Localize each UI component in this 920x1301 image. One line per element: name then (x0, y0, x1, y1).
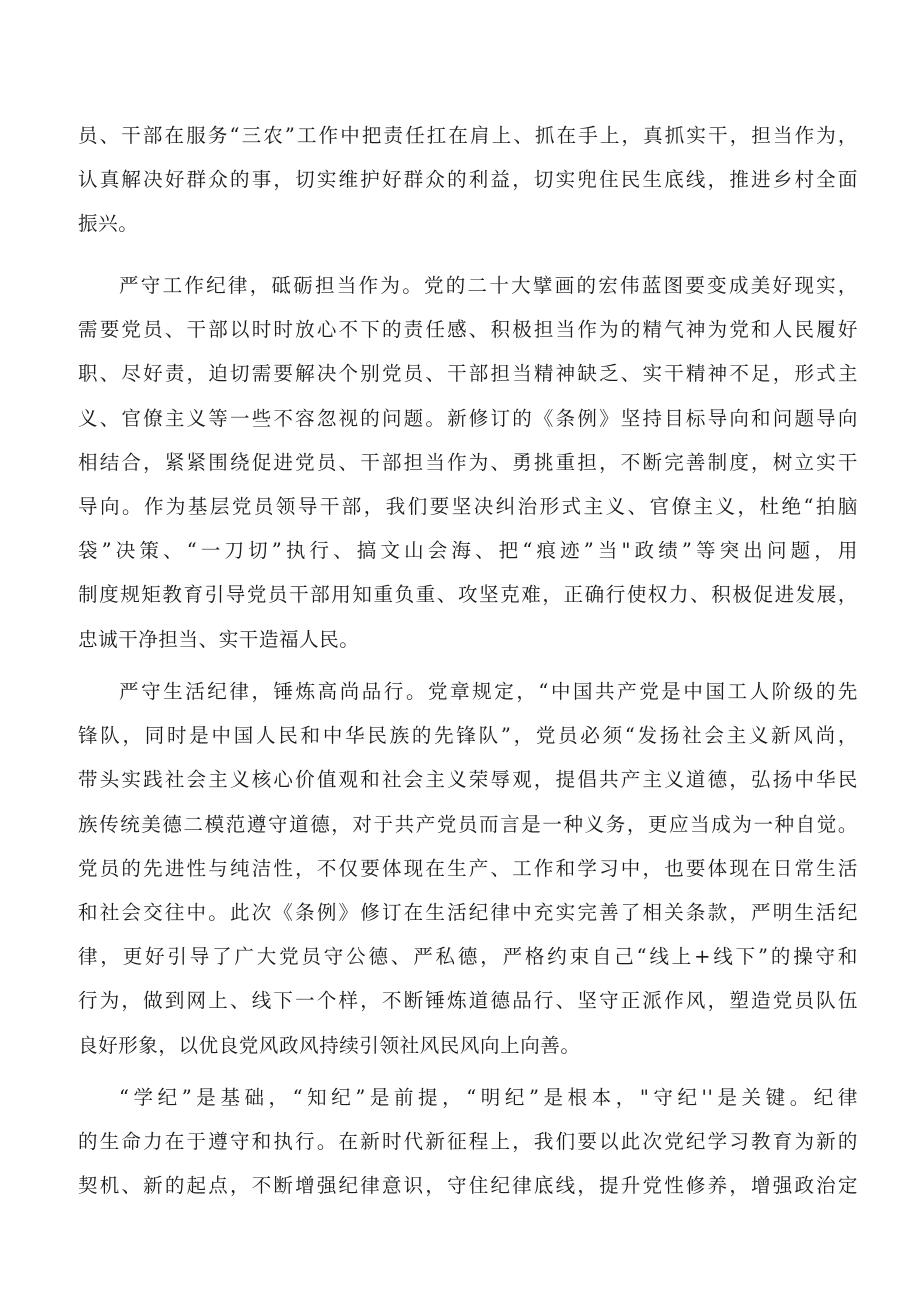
text-line: 契机、新的起点，不断增强纪律意识，守住纪律底线，提升党性修养，增强政治定 (78, 1174, 858, 1198)
text-line: 锋队，同时是中国人民和中华民族的先锋队”，党员必须“发扬社会主义新风尚， (78, 724, 858, 748)
text-line: 严守生活纪律，锤炼高尚品行。党章规定，“中国共产党是中国工人阶级的先 (119, 680, 858, 703)
text-line: 党员的先进性与纯洁性，不仅要体现在生产、工作和学习中，也要体现在日常生活 (78, 856, 858, 880)
text-line: 忠诚干净担当、实干造福人民。 (78, 627, 360, 651)
paragraph-2 (78, 264, 858, 662)
paragraph-1 (78, 114, 858, 247)
text-line: 袋”决策、“一刀切”执行、搞文山会海、把“痕迹”当"政绩”等突出问题，用 (78, 539, 858, 563)
text-line: 良好形象，以优良党风政风持续引领社风民风向上向善。 (78, 1033, 581, 1057)
text-line: 严守工作纪律，砥砺担当作为。党的二十大擘画的宏伟蓝图要变成美好现实， (119, 274, 858, 297)
text-line: 认真解决好群众的事，切实维护好群众的利益，切实兜住民生底线，推进乡村全面 (78, 168, 858, 192)
paragraph-4 (78, 1076, 858, 1209)
text-line: 相结合，紧紧围绕促进党员、干部担当作为、勇挑重担，不断完善制度，树立实干 (78, 450, 858, 474)
text-line: 义、官僚主义等一些不容忽视的问题。新修订的《条例》坚持目标导向和问题导向 (78, 406, 858, 430)
text-line: 律，更好引导了广大党员守公德、严私德，严格约束自己“线上+线下”的操守和 (78, 945, 858, 969)
text-line: 的生命力在于遵守和执行。在新时代新征程上，我们要以此次党纪学习教育为新的 (78, 1130, 858, 1154)
text-line: 族传统美德二模范遵守道德，对于共产党员而言是一种义务，更应当成为一种自觉。 (78, 812, 858, 836)
text-line: 职、尽好责，迫切需要解决个别党员、干部担当精神缺乏、实干精神不足，形式主 (78, 362, 858, 386)
text-line: 制度规矩教育引导党员干部用知重负重、攻坚克难，正确行使权力、积极促进发展， (78, 583, 858, 607)
text-line: 带头实践社会主义核心价值观和社会主义荣辱观，提倡共产主义道德，弘扬中华民 (78, 768, 858, 792)
paragraph-3 (78, 670, 858, 1068)
text-line: “学纪”是基础，“知纪”是前提，“明纪”是根本，"守纪''是关键。纪律 (119, 1086, 858, 1109)
text-line: 需要党员、干部以时时放心不下的责任感、积极担当作为的精气神为党和人民履好 (78, 318, 858, 342)
text-line: 振兴。 (78, 212, 139, 236)
text-line: 员、干部在服务“三农”工作中把责任扛在肩上、抓在手上，真抓实干，担当作为， (78, 124, 858, 147)
text-line: 行为，做到网上、线下一个样，不断锤炼道德品行、坚守正派作风，塑造党员队伍 (78, 989, 858, 1013)
text-line: 和社会交往中。此次《条例》修订在生活纪律中充实完善了相关条款，严明生活纪 (78, 900, 858, 924)
text-line: 导向。作为基层党员领导干部，我们要坚决纠治形式主义、官僚主义，杜绝“拍脑 (78, 494, 858, 518)
